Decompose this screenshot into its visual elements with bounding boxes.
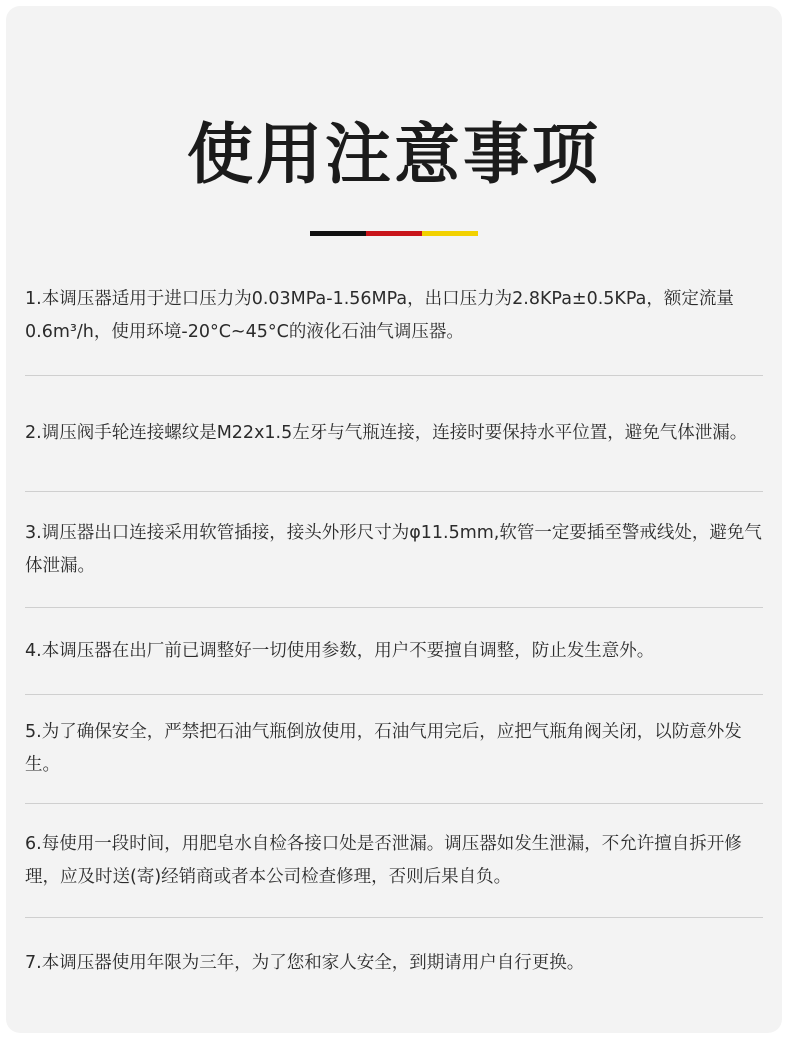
notice-item-5 bbox=[25, 695, 763, 804]
notice-item-text: 2.调压阀手轮连接螺纹是M22x1.5左牙与气瓶连接，连接时要保持水平位置，避免气体泄漏。 bbox=[25, 423, 748, 443]
divider-black-segment bbox=[310, 231, 366, 236]
notice-item-text: 5.为了确保安全，严禁把石油气瓶倒放使用，石油气用完后，应把气瓶角阀关闭，以防意外发生。 bbox=[25, 722, 742, 775]
notice-item-3 bbox=[25, 492, 763, 608]
notice-item-text: 4.本调压器在出厂前已调整好一切使用参数，用户不要擅自调整，防止发生意外。 bbox=[25, 640, 655, 661]
page-title: 使用注意事项 bbox=[187, 116, 601, 193]
divider-yellow-segment bbox=[422, 231, 478, 236]
notice-item-4 bbox=[25, 608, 763, 695]
notice-item-text: 6.每使用一段时间，用肥皂水自检各接口处是否泄漏。调压器如发生泄漏，不允许擅自拆开修理，应及时送(寄)经销商或者本公司检查修理，否则后果自负。 bbox=[25, 833, 742, 887]
tricolor-divider bbox=[310, 231, 478, 236]
notice-item-1 bbox=[25, 256, 763, 376]
divider-red-segment bbox=[366, 231, 422, 236]
notice-item-text: 7.本调压器使用年限为三年，为了您和家人安全，到期请用户自行更换。 bbox=[25, 952, 585, 973]
notice-item-text: 1.本调压器适用于进口压力为0.03MPa-1.56MPa，出口压力为2.8KPa±0.5KPa，额定流量0.6m³/h，使用环境-20°C~45°C的液化石油气调压器。 bbox=[25, 288, 734, 342]
notice-item-6 bbox=[25, 804, 763, 918]
notice-list bbox=[25, 256, 763, 1008]
notice-card bbox=[6, 6, 782, 1033]
notice-item-text: 3.调压器出口连接采用软管插接，接头外形尺寸为φ11.5mm,软管一定要插至警戒线处，避免气体泄漏。 bbox=[25, 522, 762, 576]
notice-item-2 bbox=[25, 376, 763, 492]
notice-item-7 bbox=[25, 918, 763, 1008]
